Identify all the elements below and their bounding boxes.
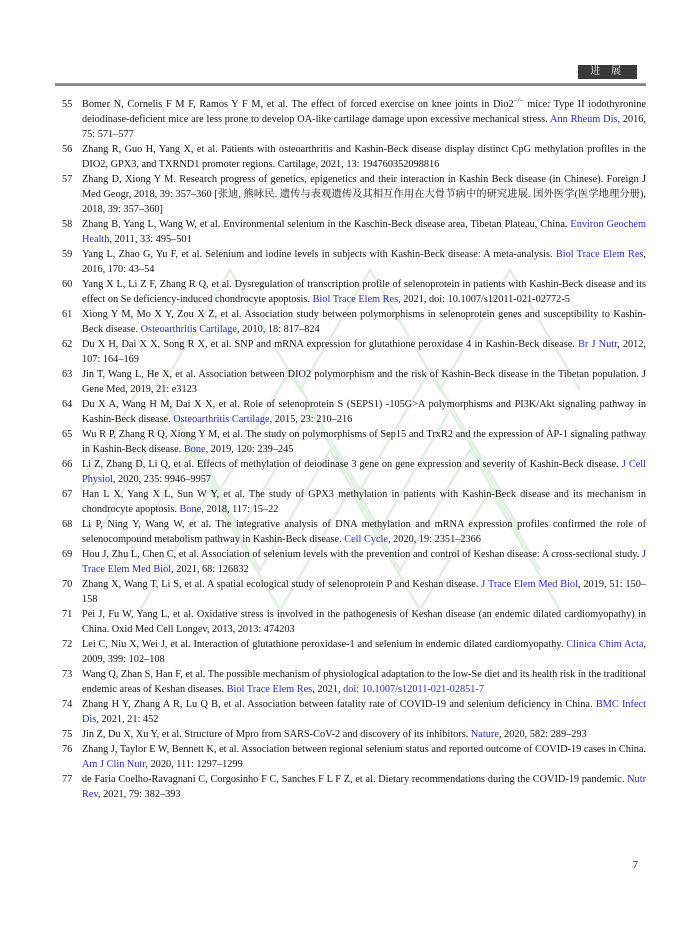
reference-text: Bomer N, Cornelis F M F, Ramos Y F M, et al. The effect of forced exercise on knee joints in Dio2 — [82, 99, 514, 110]
journal-link[interactable]: Cell Cycle — [344, 534, 388, 545]
reference-text-block — [82, 744, 646, 770]
reference-number: 69 — [62, 549, 73, 560]
reference-item — [62, 742, 646, 772]
reference-number: 55 — [62, 99, 73, 110]
reference-text: , 2021, 79: 382–393 — [97, 789, 181, 800]
reference-text-block — [82, 729, 587, 740]
reference-text: , 2021, doi: 10.1007/s12011-021-02772-5 — [398, 294, 570, 305]
reference-item — [62, 427, 646, 457]
reference-number: 59 — [62, 249, 73, 260]
references-section — [62, 97, 646, 802]
reference-number: 56 — [62, 144, 73, 155]
journal-link[interactable]: BMC Infect Dis — [82, 699, 646, 725]
reference-text-block — [82, 429, 646, 455]
journal-link[interactable]: Bone — [179, 504, 202, 515]
reference-item — [62, 727, 646, 742]
reference-text: , 2009, 399: 102–108 — [82, 639, 646, 665]
reference-text: , 2020, 235: 9946–9957 — [112, 474, 212, 485]
reference-item — [62, 397, 646, 427]
reference-item — [62, 142, 646, 172]
reference-number: 67 — [62, 489, 73, 500]
reference-text-block — [82, 339, 646, 365]
reference-item — [62, 697, 646, 727]
reference-text: , 2021, 68: 126832 — [171, 564, 249, 575]
journal-link[interactable]: Clinica Chim Acta — [566, 639, 644, 650]
reference-text: , 2012, 107: 164–169 — [82, 339, 646, 365]
journal-link[interactable]: Br J Nutr — [578, 339, 618, 350]
reference-text: Zhang R, Guo H, Yang X, et al. Patients with osteoarthritis and Kashin-Beck disease display distinct CpG methylation profiles in the DIO2, GPX3, and TXRND1 promoter regions. Cartilage, 2021, 13: 194760352098816 — [82, 144, 646, 170]
reference-text-block — [82, 609, 646, 635]
reference-item — [62, 607, 646, 637]
reference-number: 61 — [62, 309, 73, 320]
reference-text-block — [82, 549, 646, 575]
reference-text: , 2010, 18: 817–824 — [237, 324, 320, 335]
reference-item — [62, 367, 646, 397]
reference-text: , 2019, 120: 239–245 — [205, 444, 294, 455]
reference-text: Wang Q, Zhan S, Han F, et al. The possible mechanism of physiological adaptation to the low-Se diet and its health risk in the traditional endemic areas of Keshan diseases. — [82, 669, 646, 695]
reference-number: 71 — [62, 609, 73, 620]
reference-number: 60 — [62, 279, 73, 290]
journal-link[interactable]: Environ Geochem Health — [82, 219, 646, 245]
journal-link[interactable]: Nature — [470, 729, 499, 740]
reference-text: Jin T, Wang L, He X, et al. Association between DIO2 polymorphism and the risk of Kashin-Beck disease in the Tibetan population. J Gene Med, 2019, 21: e3123 — [82, 369, 646, 395]
journal-link[interactable]: Biol Trace Elem Res — [555, 249, 644, 260]
reference-item — [62, 337, 646, 367]
reference-list — [62, 97, 646, 802]
journal-link[interactable]: Biol Trace Elem Res — [312, 294, 399, 305]
reference-text: de Faria Coelho-Ravagnani C, Corgosinho F C, Sanches F L F Z, et al. Dietary recommendations during the COVID-19 pandemic. — [82, 774, 628, 785]
reference-number: 73 — [62, 669, 73, 680]
reference-text: , 2019, 51: 150–158 — [82, 579, 647, 605]
reference-number: 68 — [62, 519, 73, 530]
reference-text: Li Z, Zhang D, Li Q, et al. Effects of methylation of deiodinase 3 gene on gene expression and severity of Kashin-Beck disease. — [82, 459, 622, 470]
reference-text: Jin Z, Du X, Xu Y, et al. Structure of Mpro from SARS-CoV-2 and discovery of its inhibitors. — [82, 729, 471, 740]
reference-text: Yang L, Zhao G, Yu F, et al. Selenium and iodine levels in subjects with Kashin-Beck disease: A meta-analysis. — [82, 249, 556, 260]
reference-text: , 2016, 170: 43–54 — [82, 249, 646, 275]
section-header-badge: 进 展 — [578, 65, 637, 79]
reference-text-block — [82, 96, 646, 140]
reference-text: Li P, Ning Y, Wang W, et al. The integrative analysis of DNA methylation and mRNA expression profiles confirmed the role of selenocompound metabolism pathway in Kashin-Beck disease. — [82, 519, 646, 545]
reference-item — [62, 217, 646, 247]
journal-link[interactable]: Bone — [183, 444, 206, 455]
reference-item — [62, 577, 646, 607]
journal-link[interactable]: Osteoarthritis Cartilage — [173, 414, 270, 425]
reference-item — [62, 517, 646, 547]
reference-text: Du X H, Dai X X, Song R X, et al. SNP and mRNA expression for glutathione peroxidase 4 in Kashin-Beck disease. — [82, 339, 579, 350]
reference-text: Zhang X, Wang T, Li S, et al. A spatial ecological study of selenoprotein P and Keshan disease. — [82, 579, 482, 590]
reference-number: 70 — [62, 579, 73, 590]
reference-text: , 2021, 21: 452 — [96, 714, 159, 725]
reference-text: Yang X L, Li Z F, Zhang R Q, et al. Dysregulation of transcription profile of selenoprotein in patients with Kashin-Beck disease and its effect on Se deficiency-induced chondrocyte apoptosis. — [82, 279, 646, 305]
reference-text-block — [82, 669, 646, 695]
reference-text: Zhang D, Xiong Y M. Research progress of genetics, epigenetics and their interaction in Kashin Beck disease (in Chinese). Foreign J Med Geogr, 2018, 39: 357–360 [张迪, 熊咏民. 遗传与表观遗传及其相互作用在大骨节病中的研究进展. 国外医学(医学地理分册), 2018, 39: 357–360] — [82, 174, 646, 215]
reference-text: , 2020, 582: 289–293 — [498, 729, 587, 740]
reference-text: , 2018, 117: 15–22 — [201, 504, 279, 515]
reference-text: Zhang H Y, Zhang A R, Lu Q B, et al. Association between fatality rate of COVID-19 and selenium deficiency in China. — [82, 699, 596, 710]
header-rule — [55, 83, 646, 86]
reference-text: Xiong Y M, Mo X Y, Zou X Z, et al. Association study between polymorphisms in selenoprotein genes and susceptibility to Kashin-Beck disease. — [82, 309, 646, 335]
reference-text: , 2016, 75: 571–577 — [82, 114, 646, 140]
journal-link[interactable]: J Trace Elem Med Biol — [481, 579, 578, 590]
reference-number: 75 — [62, 729, 73, 740]
reference-text: Hou J, Zhu L, Chen C, et al. Association of selenium levels with the prevention and control of Keshan disease: A cross-sectional study. — [82, 549, 642, 560]
reference-text-block — [82, 639, 646, 665]
journal-link[interactable]: Ann Rheum Dis — [550, 114, 618, 125]
reference-text-block — [82, 279, 646, 305]
reference-text-block — [82, 489, 646, 515]
reference-text: Han L X, Yang X L, Sun W Y, et al. The study of GPX3 methylation in patients with Kashin-Beck disease and its mechanism in chondrocyte apoptosis. — [82, 489, 646, 515]
journal-link[interactable]: Biol Trace Elem Res — [226, 684, 313, 695]
journal-link[interactable]: Nutr Rev — [82, 774, 646, 800]
reference-item — [62, 97, 646, 142]
reference-text: Zhang J, Taylor E W, Bennett K, et al. Association between regional selenium status and reported outcome of COVID-19 cases in China. — [82, 744, 646, 755]
journal-link[interactable]: Am J Clin Nutr — [82, 759, 146, 770]
reference-number: 77 — [62, 774, 73, 785]
reference-text-block — [82, 219, 646, 245]
reference-text-block — [82, 144, 646, 170]
reference-number: 76 — [62, 744, 73, 755]
reference-number: 66 — [62, 459, 73, 470]
reference-text: , 2011, 33: 495–501 — [109, 234, 192, 245]
reference-text-block — [82, 309, 646, 335]
reference-text-block — [82, 699, 646, 725]
reference-text-block — [82, 174, 646, 215]
reference-text: Lei C, Niu X, Wei J, et al. Interaction of glutathione peroxidase-1 and selenium in endemic dilated cardiomyopathy. — [82, 639, 567, 650]
reference-text: Du X A, Wang H M, Dai X X, et al. Role of selenoprotein S (SEPS1) -105G>A polymorphisms and PI3K/Akt signaling pathway in Kashin-Beck disease. — [82, 399, 646, 425]
reference-number: 65 — [62, 429, 73, 440]
reference-text: Pei J, Fu W, Yang L, et al. Oxidative stress is involved in the pathogenesis of Keshan disease (an endemic dilated cardiomyopathy) in China. Oxid Med Cell Longev, 2013, 2013: 474203 — [82, 609, 646, 635]
reference-text: , 2015, 23: 210–216 — [269, 414, 353, 425]
reference-item — [62, 457, 646, 487]
reference-number: 72 — [62, 639, 73, 650]
journal-link[interactable]: doi: 10.1007/s12011-021-02851-7 — [343, 684, 485, 695]
reference-item — [62, 277, 646, 307]
reference-text-block — [82, 519, 646, 545]
reference-text-block — [82, 459, 646, 485]
reference-text: Wu R P, Zhang R Q, Xiong Y M, et al. The study on polymorphisms of Sep15 and TrxR2 and the expression of AP-1 signaling pathway in Kashin-Beck disease. — [82, 429, 646, 455]
superscript-text: −/− — [513, 96, 524, 105]
reference-item — [62, 487, 646, 517]
reference-text-block — [82, 399, 646, 425]
reference-item — [62, 247, 646, 277]
journal-link[interactable]: Osteoarthritis Cartilage — [140, 324, 237, 335]
reference-number: 62 — [62, 339, 73, 350]
journal-link[interactable]: J Cell Physiol — [82, 459, 646, 485]
reference-item — [62, 307, 646, 337]
reference-text: , 2021, — [312, 684, 344, 695]
reference-item — [62, 637, 646, 667]
reference-item — [62, 547, 646, 577]
reference-item — [62, 772, 646, 802]
reference-text: , 2020, 111: 1297–1299 — [145, 759, 243, 770]
reference-number: 57 — [62, 174, 73, 185]
page-number: 7 — [632, 860, 638, 871]
reference-text: Zhang B, Yang L, Wang W, et al. Environmental selenium in the Kaschin-Beck disease area, Tibetan Plateau, China. — [82, 219, 571, 230]
reference-text-block — [82, 579, 646, 605]
reference-text: , 2020, 19: 2351–2366 — [388, 534, 481, 545]
reference-text-block — [82, 369, 646, 395]
reference-number: 74 — [62, 699, 73, 710]
journal-link[interactable]: J Trace Elem Med Biol — [82, 549, 646, 575]
reference-text-block — [82, 249, 646, 275]
reference-number: 58 — [62, 219, 73, 230]
reference-number: 63 — [62, 369, 73, 380]
reference-number: 64 — [62, 399, 73, 410]
reference-text-block — [82, 774, 646, 800]
reference-item — [62, 667, 646, 697]
reference-item — [62, 172, 646, 217]
reference-text: mice: Type II iodothyronine deiodinase-deficient mice are less prone to develop OA-like cartilage damage upon excessive mechanical stress. — [82, 99, 646, 125]
